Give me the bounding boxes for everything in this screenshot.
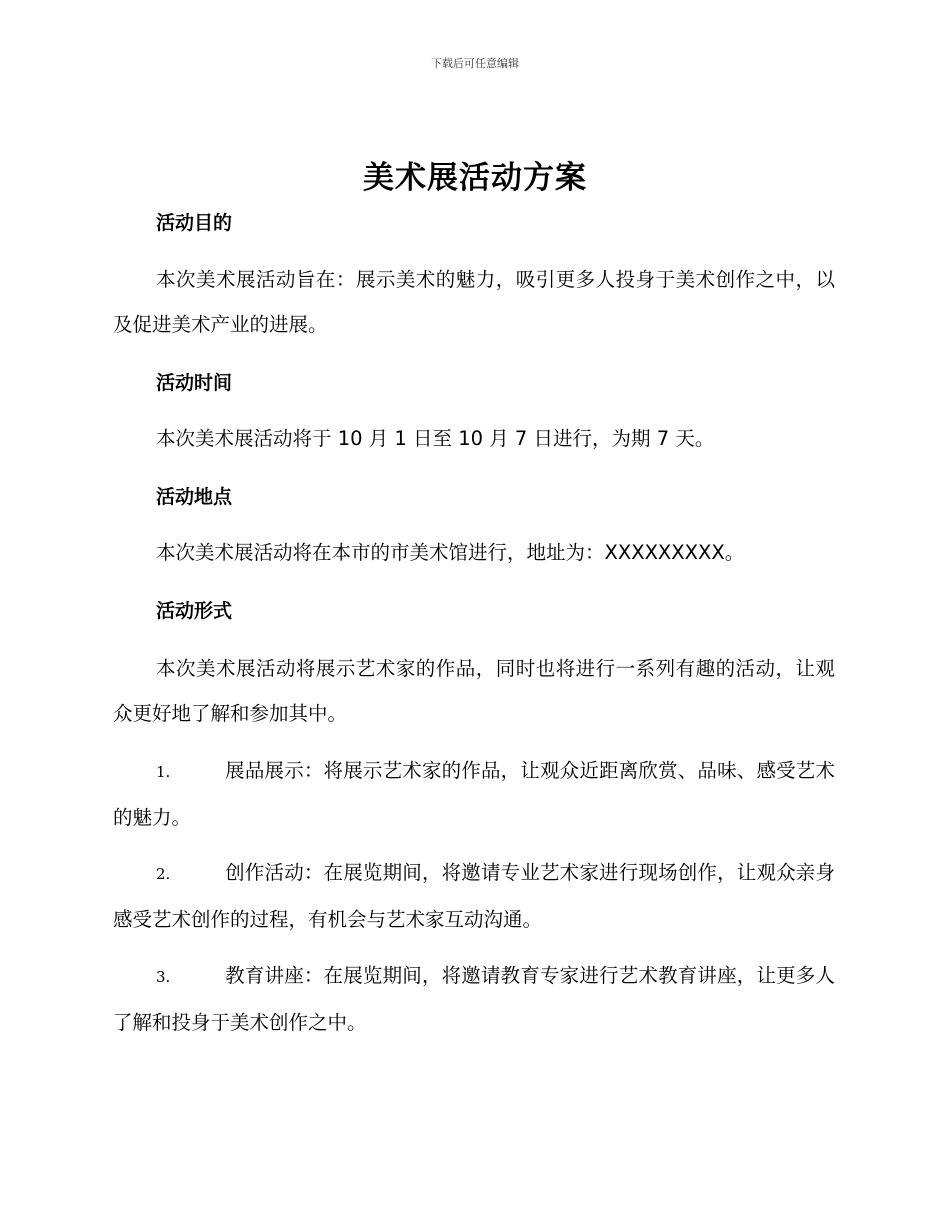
list-item-text: 教育讲座：在展览期间，将邀请教育专家进行艺术教育讲座，让更多人了解和投身于美术创作之中。 (113, 964, 835, 1034)
list-item-text: 创作活动：在展览期间，将邀请专业艺术家进行现场创作，让观众亲身感受艺术创作的过程，有机会与艺术家互动沟通。 (113, 861, 835, 931)
list-item-number: 1. (156, 763, 171, 781)
list-item (113, 953, 835, 1045)
section-heading-location: 活动地点 (156, 486, 233, 508)
section-paragraph-time: 本次美术展活动将于 10 月 1 日至 10 月 7 日进行，为期 7 天。 (156, 427, 715, 450)
list-item-text: 展品展示：将展示艺术家的作品，让观众近距离欣赏、品味、感受艺术的魅力。 (113, 759, 835, 829)
section-paragraph-purpose: 本次美术展活动旨在：展示美术的魅力，吸引更多人投身于美术创作之中，以及促进美术产业的进展。 (113, 268, 835, 336)
list-item-number: 3. (156, 968, 171, 986)
section-heading-time: 活动时间 (156, 372, 233, 394)
list-item (113, 850, 835, 942)
list-item (113, 748, 835, 840)
document-title: 美术展活动方案 (363, 160, 587, 196)
header-note: 下载后可任意编辑 (431, 57, 519, 70)
section-heading-format: 活动形式 (156, 600, 233, 622)
section-paragraph-location: 本次美术展活动将在本市的市美术馆进行，地址为：XXXXXXXXX。 (156, 541, 745, 564)
section-heading-purpose: 活动目的 (156, 212, 233, 234)
section-paragraph-format: 本次美术展活动将展示艺术家的作品，同时也将进行一系列有趣的活动，让观众更好地了解和参加其中。 (113, 657, 835, 725)
list-item-number: 2. (156, 865, 171, 883)
